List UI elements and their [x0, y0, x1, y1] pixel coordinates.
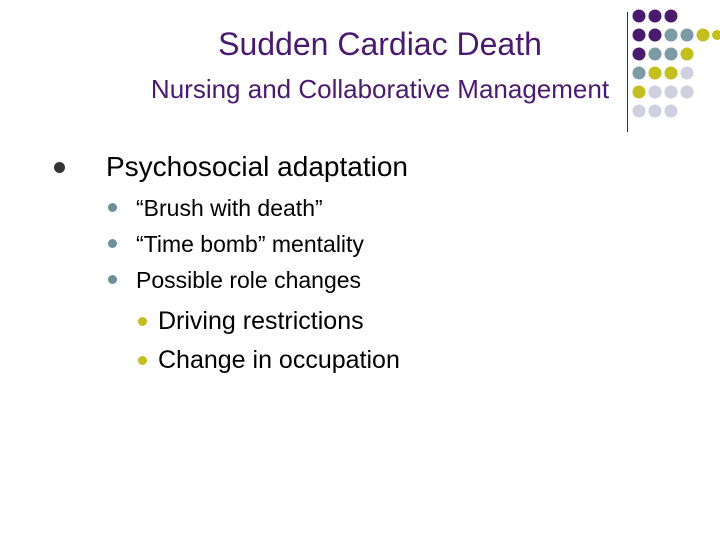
bullet-dot-icon [54, 162, 65, 173]
sub-sub-bullet-text: Change in occupation [158, 346, 400, 374]
bullet-text: Psychosocial adaptation [106, 151, 408, 182]
sub-bullet-dot-icon [108, 275, 117, 284]
sub-bullet-dot-icon [108, 203, 117, 212]
sub-bullet-item [136, 193, 323, 223]
sub-bullet-text: “Time bomb” mentality [136, 231, 364, 257]
decorative-dot-grid [631, 8, 720, 132]
slide-title: Sudden Cardiac Death [218, 26, 542, 62]
sub-sub-bullet-item [158, 305, 364, 337]
sub-bullet-dot-icon [108, 239, 117, 248]
sub-sub-bullet-dot-icon [138, 317, 147, 326]
slide-subtitle: Nursing and Collaborative Management [150, 74, 610, 104]
sub-sub-bullet-dot-icon [138, 356, 147, 365]
sub-bullet-item [136, 265, 361, 295]
sub-sub-bullet-item [158, 344, 400, 376]
sub-sub-bullet-text: Driving restrictions [158, 307, 364, 335]
sub-bullet-text: “Brush with death” [136, 195, 323, 221]
sub-bullet-item [136, 229, 364, 259]
decorative-divider [627, 12, 628, 132]
sub-bullet-text: Possible role changes [136, 267, 362, 293]
